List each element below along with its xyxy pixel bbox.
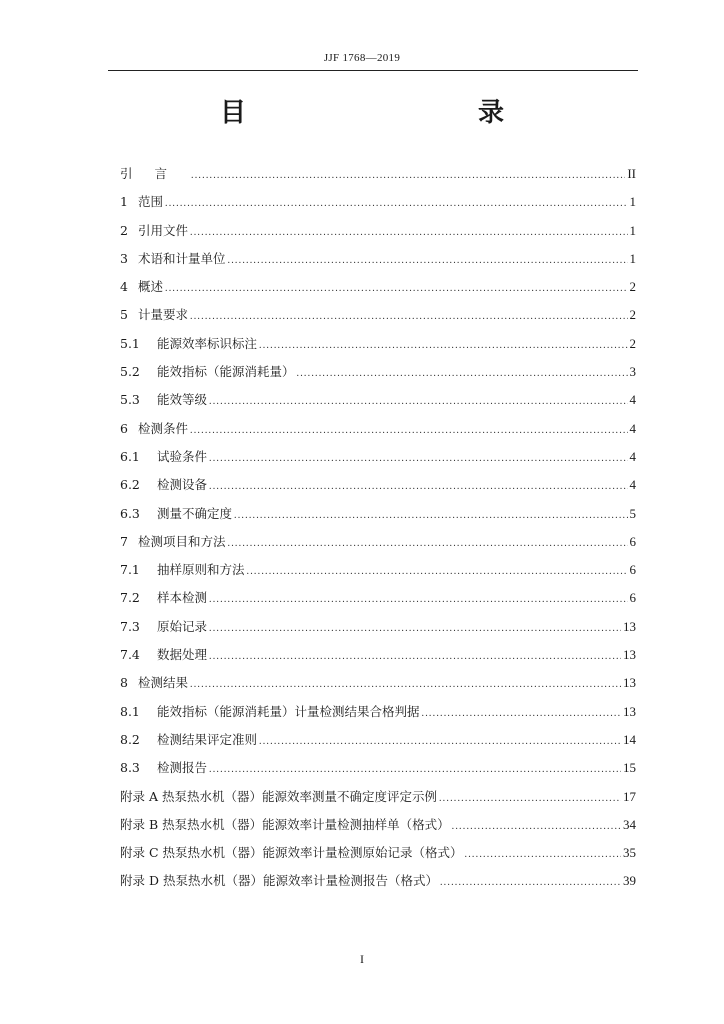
- toc-entry[interactable]: [120, 613, 636, 641]
- toc-entry-label: 附录 C 热泵热水机（器）能源效率计量检测原始记录（格式）: [120, 845, 463, 861]
- toc-entry-label: 能效指标（能源消耗量）计量检测结果合格判据: [157, 703, 420, 719]
- toc-leader-dots: [190, 671, 621, 699]
- toc-leader-dots: [209, 473, 627, 501]
- toc-entry-page: 17: [623, 788, 636, 804]
- toc-entry[interactable]: [120, 641, 636, 669]
- toc-entry[interactable]: [120, 528, 636, 556]
- toc-leader-dots: [439, 785, 621, 813]
- toc-entry-page: 2: [629, 335, 636, 351]
- toc-entry-page: 1: [629, 194, 636, 210]
- toc-entry-label: 概述: [138, 279, 164, 295]
- toc-entry-number: 8.3: [120, 760, 140, 776]
- toc-entry-label: 测量不确定度: [157, 505, 233, 521]
- toc-entry-page: 5: [629, 505, 636, 521]
- toc-entry-page: 3: [629, 364, 636, 380]
- toc-leader-dots: [228, 530, 628, 558]
- toc-entry-number: 5.3: [120, 392, 140, 408]
- toc-leader-dots: [422, 700, 621, 728]
- toc-entry[interactable]: [120, 669, 636, 697]
- toc-entry[interactable]: [120, 245, 636, 273]
- toc-entry-page: 13: [623, 618, 636, 634]
- toc-entry-label: 附录 A 热泵热水机（器）能源效率测量不确定度评定示例: [120, 788, 437, 804]
- toc-entry-page: 13: [623, 703, 636, 719]
- toc-entry-page: 15: [623, 760, 636, 776]
- toc-entry-page: 35: [623, 845, 636, 861]
- toc-leader-dots: [190, 417, 627, 445]
- toc-entry-number: 5: [120, 307, 128, 323]
- toc-entry[interactable]: [120, 358, 636, 386]
- toc-leader-dots: [259, 332, 627, 360]
- toc-entry[interactable]: [120, 783, 636, 811]
- toc-entry[interactable]: [120, 386, 636, 414]
- toc-entry-label: 能源效率标识标注: [157, 335, 258, 351]
- toc-leader-dots: [234, 502, 627, 530]
- toc-leader-dots: [191, 162, 625, 190]
- toc-entry-label: 检测条件: [138, 420, 189, 436]
- toc-entry-number: 8.2: [120, 731, 140, 747]
- toc-entry-page: 4: [629, 477, 636, 493]
- toc-leader-dots: [209, 643, 621, 671]
- toc-entry-page: 34: [623, 816, 636, 832]
- toc-entry[interactable]: [120, 698, 636, 726]
- toc-entry-page: II: [627, 166, 636, 181]
- toc-leader-dots: [440, 869, 621, 897]
- toc-entry-number: 7: [120, 533, 128, 549]
- toc-entry[interactable]: [120, 471, 636, 499]
- page-number: I: [360, 952, 364, 966]
- toc-entry-label: 范围: [138, 194, 164, 210]
- toc-entry[interactable]: [120, 584, 636, 612]
- toc-entry-number: 5.1: [120, 335, 140, 351]
- toc-leader-dots: [190, 219, 627, 247]
- toc-entry-number: 2: [120, 222, 128, 238]
- toc-entry-page: 39: [623, 873, 636, 889]
- toc-entry-label: 附录 B 热泵热水机（器）能源效率计量检测抽样单（格式）: [120, 816, 450, 832]
- toc-leader-dots: [452, 813, 621, 841]
- toc-entry-page: 2: [629, 307, 636, 323]
- toc-entry[interactable]: [120, 556, 636, 584]
- toc-entry[interactable]: [120, 443, 636, 471]
- toc-entry-label: 引用文件: [138, 222, 189, 238]
- toc-entry-page: 1: [629, 250, 636, 266]
- toc-leader-dots: [165, 275, 627, 303]
- toc-entry[interactable]: [120, 217, 636, 245]
- toc-entry-label: 计量要求: [138, 307, 189, 323]
- toc-entry-number: 6.2: [120, 477, 140, 493]
- header-rule: [108, 70, 638, 71]
- toc-entry-label: 检测结果: [138, 675, 189, 691]
- toc-entry[interactable]: [120, 273, 636, 301]
- toc-entry-label: 检测项目和方法: [138, 533, 226, 549]
- toc-entry-number: 8: [120, 675, 128, 691]
- toc-entry-page: 4: [629, 420, 636, 436]
- page-title: 目 录: [219, 98, 564, 128]
- toc-leader-dots: [165, 190, 627, 218]
- toc-leader-dots: [190, 303, 627, 331]
- toc-entry[interactable]: [120, 415, 636, 443]
- toc-entry-number: 6.1: [120, 448, 140, 464]
- toc-entry-page: 4: [629, 448, 636, 464]
- toc-entry-number: 7.2: [120, 590, 140, 606]
- toc-entry[interactable]: [120, 188, 636, 216]
- toc-entry[interactable]: [120, 500, 636, 528]
- toc-entry[interactable]: [120, 330, 636, 358]
- document-code: JJF 1768—2019: [323, 52, 401, 64]
- toc-entry-number: 8.1: [120, 703, 140, 719]
- toc-entry-number: 6: [120, 420, 128, 436]
- toc-entry-label: 引言: [120, 166, 190, 181]
- toc-entry-label: 检测设备: [157, 477, 208, 493]
- toc-entry[interactable]: [120, 839, 636, 867]
- toc-entry-label: 试验条件: [157, 448, 208, 464]
- toc-entry-label: 数据处理: [157, 647, 208, 663]
- toc-leader-dots: [228, 247, 628, 275]
- toc-entry-page: 6: [629, 533, 636, 549]
- toc-entry-number: 1: [120, 194, 128, 210]
- toc-leader-dots: [297, 360, 628, 388]
- toc-leader-dots: [209, 445, 627, 473]
- toc-entry[interactable]: [120, 754, 636, 782]
- toc-entry-page: 14: [623, 731, 636, 747]
- toc-entry-label: 原始记录: [157, 618, 208, 634]
- toc-entry-number: 3: [120, 250, 128, 266]
- toc-entry-number: 4: [120, 279, 128, 295]
- toc-entry-label: 术语和计量单位: [138, 250, 226, 266]
- toc-entry-number: 5.2: [120, 364, 140, 380]
- toc-entry-label: 样本检测: [157, 590, 208, 606]
- toc-entry-label: 检测报告: [157, 760, 208, 776]
- toc-entry-number: 6.3: [120, 505, 140, 521]
- toc-entry-label: 能效指标（能源消耗量）: [157, 364, 295, 380]
- toc-entry[interactable]: [120, 867, 636, 895]
- toc-entry-label: 附录 D 热泵热水机（器）能源效率计量检测报告（格式）: [120, 873, 438, 889]
- table-of-contents: [120, 160, 636, 896]
- toc-leader-dots: [209, 586, 627, 614]
- toc-entry-number: 7.1: [120, 562, 140, 578]
- toc-entry[interactable]: [120, 160, 636, 188]
- toc-entry-label: 抽样原则和方法: [157, 562, 245, 578]
- toc-entry[interactable]: [120, 301, 636, 329]
- toc-entry-page: 6: [629, 562, 636, 578]
- toc-leader-dots: [465, 841, 621, 869]
- toc-entry-page: 13: [623, 647, 636, 663]
- toc-entry-number: 7.4: [120, 647, 140, 663]
- toc-entry-page: 2: [629, 279, 636, 295]
- toc-leader-dots: [247, 558, 628, 586]
- toc-leader-dots: [259, 728, 621, 756]
- toc-entry[interactable]: [120, 811, 636, 839]
- toc-entry-number: 7.3: [120, 618, 140, 634]
- toc-entry[interactable]: [120, 726, 636, 754]
- toc-leader-dots: [209, 756, 621, 784]
- toc-entry-page: 13: [623, 675, 636, 691]
- toc-entry-label: 检测结果评定准则: [157, 731, 258, 747]
- toc-entry-page: 6: [629, 590, 636, 606]
- toc-entry-page: 4: [629, 392, 636, 408]
- toc-leader-dots: [209, 615, 621, 643]
- toc-entry-page: 1: [629, 222, 636, 238]
- toc-entry-label: 能效等级: [157, 392, 208, 408]
- toc-leader-dots: [209, 388, 627, 416]
